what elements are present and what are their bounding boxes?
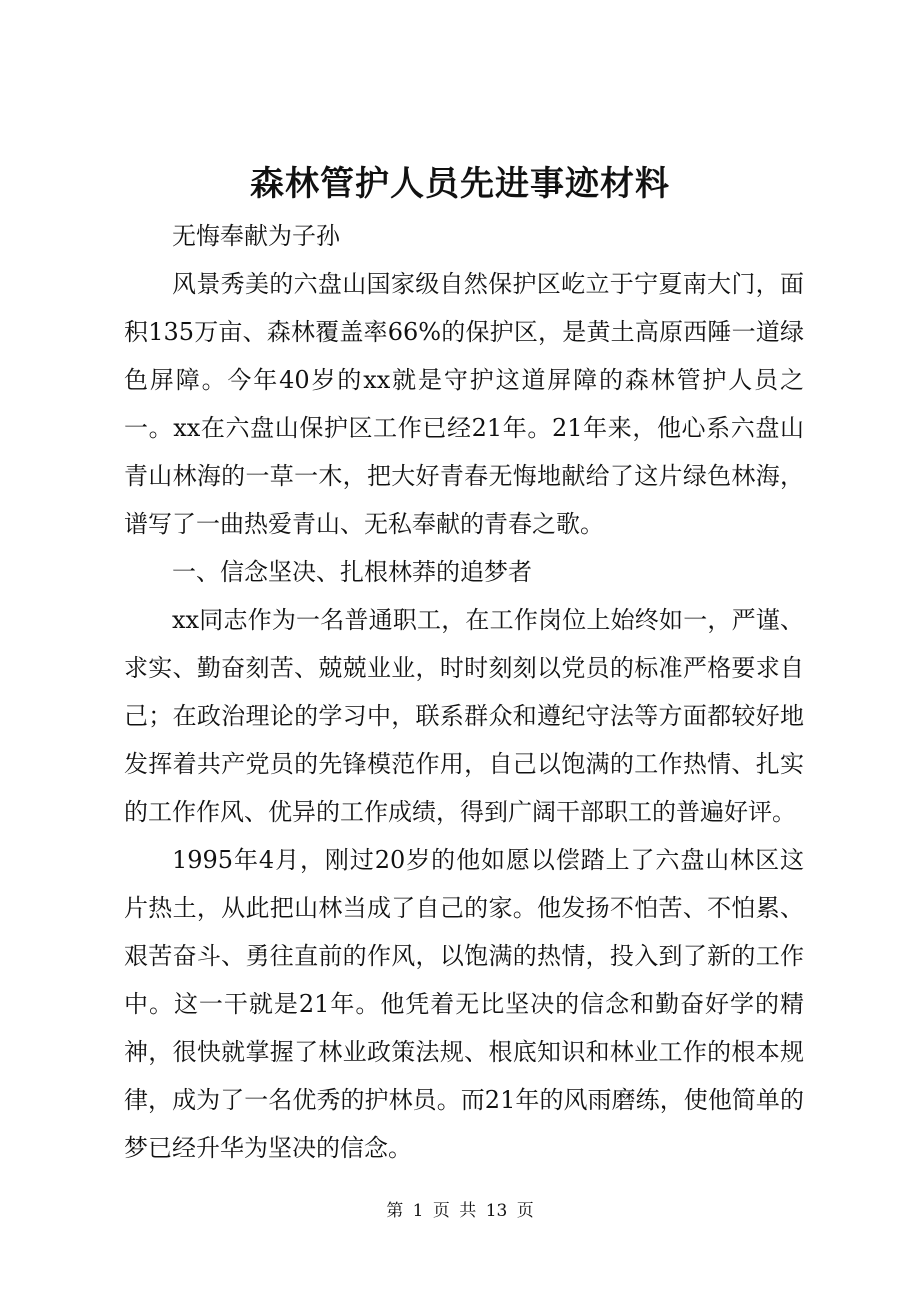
body-paragraph: xx同志作为一名普通职工，在工作岗位上始终如一，严谨、求实、勤奋刻苦、兢兢业业，时时刻刻以党员的标准严格要求自己；在政治理论的学习中，联系群众和遵纪守法等方面都较好地发挥着共产党员的先锋模范作用，自己以饱满的工作热情、扎实的工作作风、优异的工作成绩，得到广阔干部职工的普遍好评。 [124, 606, 804, 826]
subtitle-paragraph: 无悔奉献为子孙 [172, 222, 340, 250]
document-body [124, 212, 804, 1172]
body-paragraph: 1995年4月，刚过20岁的他如愿以偿踏上了六盘山林区这片热土，从此把山林当成了自己的家。他发扬不怕苦、不怕累、艰苦奋斗、勇往直前的作风，以饱满的热情，投入到了新的工作中。这一干就是21年。他凭着无比坚决的信念和勤奋好学的精神，很快就掌握了林业政策法规、根底知识和林业工作的根本规律，成为了一名优秀的护林员。而21年的风雨磨练，使他简单的梦已经升华为坚决的信念。 [124, 846, 804, 1162]
document-title: 森林管护人员先进事迹材料 [250, 164, 670, 204]
intro-paragraph: 风景秀美的六盘山国家级自然保护区屹立于宁夏南大门，面积135万亩、森林覆盖率66%的保护区，是黄土高原西陲一道绿色屏障。今年40岁的xx就是守护这道屏障的森林管护人员之一。xx在六盘山保护区工作已经21年。21年来，他心系六盘山青山林海的一草一木，把大好青春无悔地献给了这片绿色林海，谱写了一曲热爱青山、无私奉献的青春之歌。 [124, 270, 804, 538]
page-footer: 第 1 页 共 13 页 [386, 1201, 534, 1221]
section-heading: 一、信念坚决、扎根林莽的追梦者 [172, 558, 532, 586]
